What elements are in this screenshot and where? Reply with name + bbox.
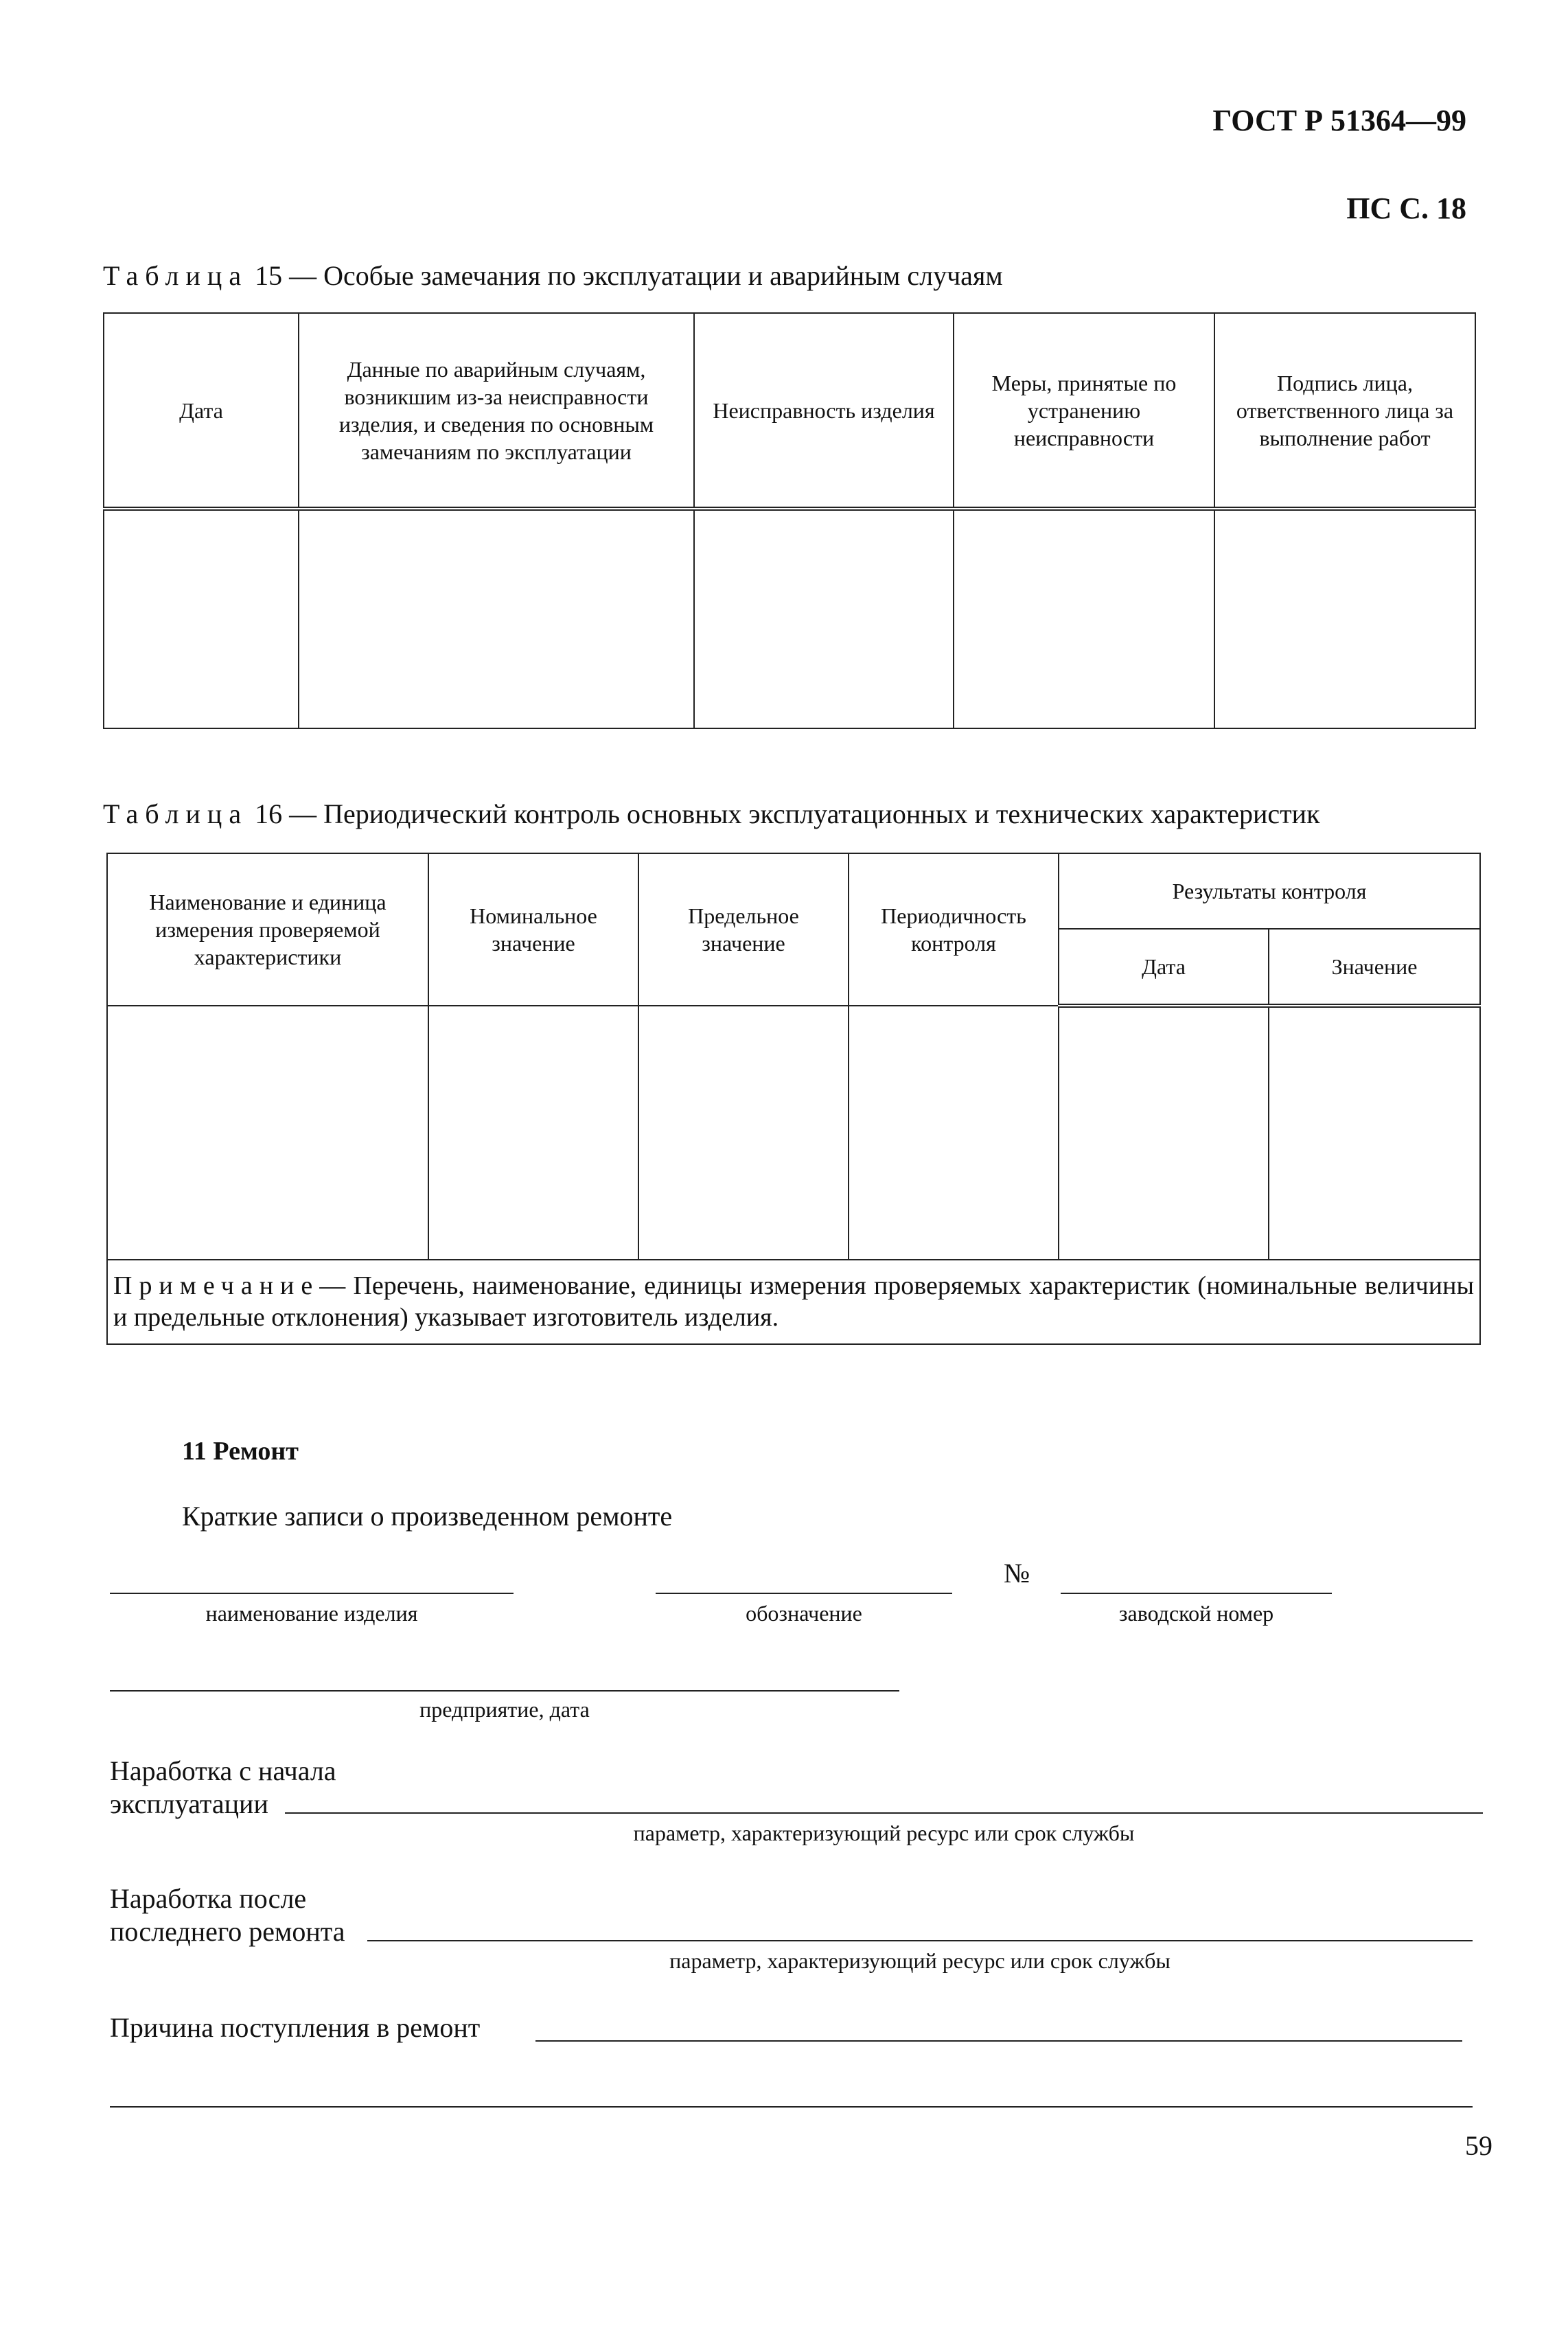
table16-header-results: Результаты контроля <box>1059 853 1480 929</box>
table16-cell <box>107 1006 428 1260</box>
product-name-label: наименование изделия <box>205 1601 418 1626</box>
table15-header-emergency-data: Данные по аварийным случаям, возникшим из-за неисправности изделия, и сведения по основным замечаниям по эксплуатации <box>299 313 694 509</box>
table16-cell <box>638 1006 849 1260</box>
table16-caption-lead: Таблица <box>103 798 249 829</box>
table16-caption-text: 16 — Периодический контроль основных эксплуатационных и технических характеристик <box>255 798 1320 829</box>
runtime-start-label <box>110 1755 336 1821</box>
designation-label: обозначение <box>746 1601 862 1626</box>
table15-cell <box>1214 509 1475 728</box>
enterprise-date-line[interactable] <box>110 1690 899 1692</box>
table16-note-lead: Примечание <box>113 1271 320 1300</box>
runtime-last-param-label: параметр, характеризующий ресурс или срок службы <box>669 1948 1171 1973</box>
table16-empty-row <box>107 1006 1480 1260</box>
table16-subheader-value: Значение <box>1269 929 1480 1006</box>
table15-header-row <box>104 313 1475 509</box>
runtime-start-param-label: параметр, характеризующий ресурс или срок службы <box>633 1821 1135 1845</box>
table15-cell <box>104 509 299 728</box>
table15-empty-row <box>104 509 1475 728</box>
table15-header-measures: Меры, принятые по устранению неисправности <box>954 313 1214 509</box>
table16-cell <box>428 1006 638 1260</box>
runtime-last-label-line2: последнего ремонта <box>110 1916 345 1947</box>
runtime-last-line[interactable] <box>367 1940 1473 1941</box>
table15-cell <box>954 509 1214 728</box>
table15 <box>103 312 1476 729</box>
repair-intro: Краткие записи о произведенном ремонте <box>182 1501 673 1532</box>
runtime-last-label <box>110 1882 345 1948</box>
runtime-start-line[interactable] <box>285 1812 1483 1814</box>
table15-caption-lead: Таблица <box>103 260 249 291</box>
table16-header-characteristic: Наименование и единица измерения проверяемой характеристики <box>107 853 428 1006</box>
table16-note <box>107 1260 1480 1344</box>
number-sign: № <box>1004 1558 1030 1589</box>
table16-subheader-date: Дата <box>1059 929 1269 1006</box>
runtime-start-label-line1: Наработка с начала <box>110 1755 336 1786</box>
runtime-start-label-line2: эксплуатации <box>110 1788 268 1819</box>
table16-header-row-1 <box>107 853 1480 929</box>
table16-note-text: — Перечень, наименование, единицы измерения проверяемых характеристик (номинальные величины и предельные отклонения) указывает изготовитель изделия. <box>113 1271 1475 1332</box>
ps-page-number: ПС С. 18 <box>1346 192 1466 225</box>
repair-reason-line-2[interactable] <box>110 2106 1473 2108</box>
table15-header-date: Дата <box>104 313 299 509</box>
section-title: 11 Ремонт <box>182 1437 299 1466</box>
table15-header-malfunction: Неисправность изделия <box>694 313 954 509</box>
repair-reason-label: Причина поступления в ремонт <box>110 2012 481 2043</box>
table15-caption <box>103 259 1003 292</box>
table15-cell <box>694 509 954 728</box>
table15-caption-text: 15 — Особые замечания по эксплуатации и аварийным случаям <box>255 260 1003 291</box>
table16-header-nominal: Номинальное значение <box>428 853 638 1006</box>
table16-cell <box>1269 1006 1480 1260</box>
serial-number-line[interactable] <box>1061 1593 1332 1594</box>
repair-reason-line[interactable] <box>535 2040 1462 2042</box>
table16-cell <box>849 1006 1059 1260</box>
table16-cell <box>1059 1006 1269 1260</box>
document-code: ГОСТ Р 51364—99 <box>1212 104 1466 137</box>
runtime-last-label-line1: Наработка после <box>110 1883 307 1914</box>
enterprise-date-label: предприятие, дата <box>419 1697 590 1722</box>
table16-caption <box>103 798 1320 830</box>
serial-number-label: заводской номер <box>1118 1601 1274 1626</box>
page-number: 59 <box>1465 2130 1492 2161</box>
table16-header-limit: Предельное значение <box>638 853 849 1006</box>
product-name-line[interactable] <box>110 1593 514 1594</box>
table15-cell <box>299 509 694 728</box>
designation-line[interactable] <box>656 1593 952 1594</box>
table16 <box>106 853 1481 1345</box>
table15-header-signature: Подпись лица, ответственного лица за выполнение работ <box>1214 313 1475 509</box>
table16-note-row <box>107 1260 1480 1344</box>
table16-header-periodicity: Периодичность контроля <box>849 853 1059 1006</box>
